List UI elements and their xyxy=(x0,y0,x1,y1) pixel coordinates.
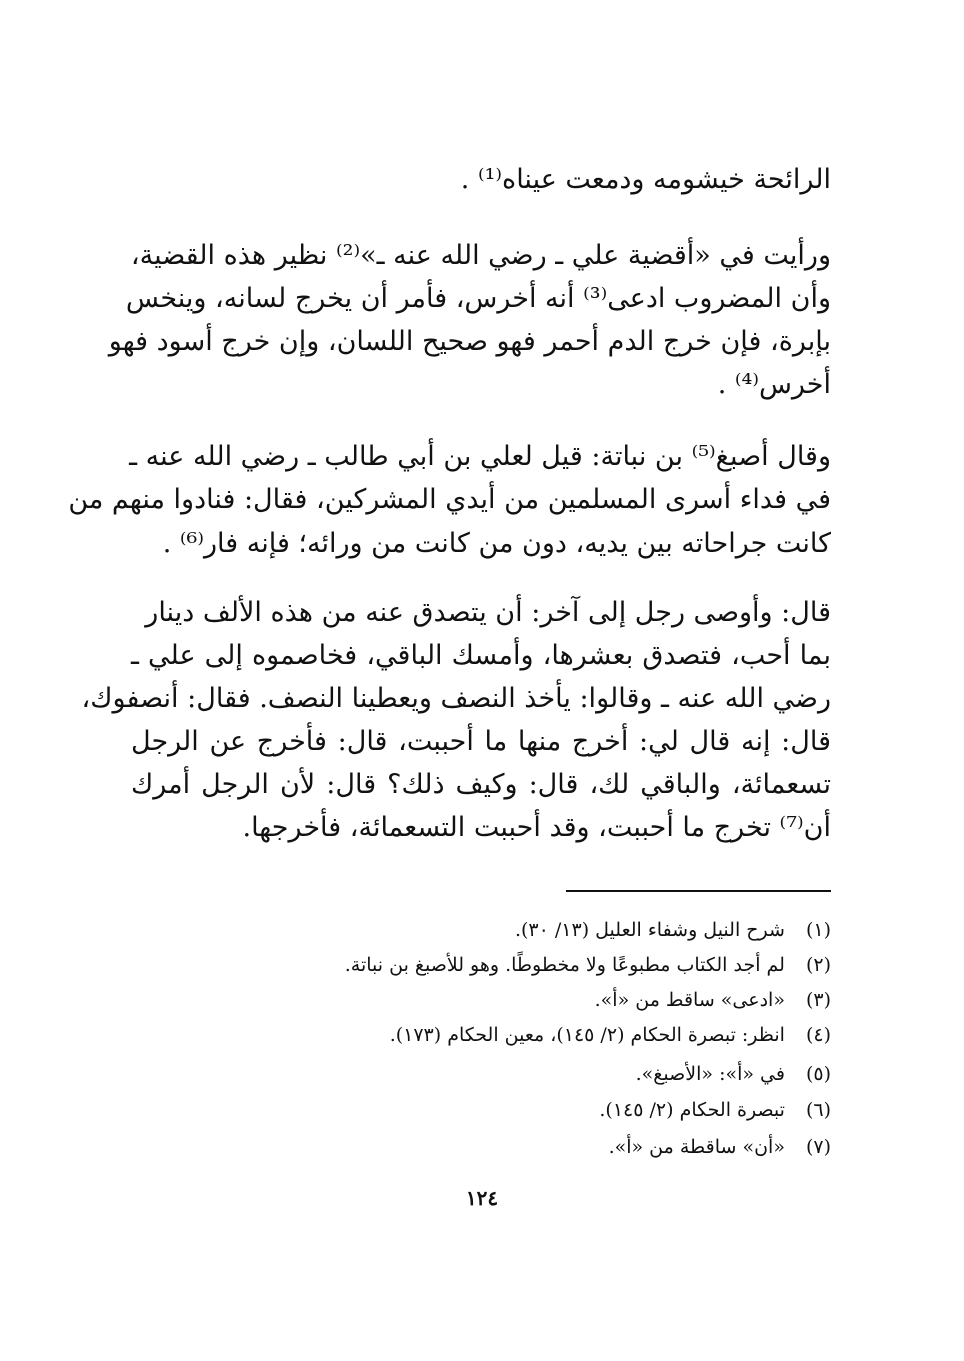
body-line: بما أحب، فتصدق بعشرها، وأمسك الباقي، فخاصموه إلى علي ـ xyxy=(131,640,831,671)
body-line: بإبرة، فإن خرج الدم أحمر فهو صحيح اللسان، وإن خرج أسود فهو xyxy=(108,326,831,357)
body-line: أخرس⁽⁴⁾ . xyxy=(717,369,831,400)
footnote-text: «أن» ساقطة من «أ». xyxy=(608,1136,785,1158)
footnote xyxy=(131,1021,831,1049)
footnote-number: (٥) xyxy=(805,1063,831,1085)
footnote-number: (١) xyxy=(805,919,831,941)
body-line: رضي الله عنه ـ وقالوا: يأخذ النصف ويعطينا النصف. فقال: أنصفوك، xyxy=(81,683,831,714)
body-line: أن⁽⁷⁾ تخرج ما أحببت، وقد أحببت التسعمائة، فأخرجها. xyxy=(242,812,831,843)
body-line: في فداء أسرى المسلمين من أيدي المشركين، فقال: فنادوا منهم من xyxy=(68,484,831,515)
footnote xyxy=(131,1133,831,1161)
body-line: كانت جراحاته بين يديه، دون من كانت من ورائه؛ فإنه فار⁽⁶⁾ . xyxy=(162,528,831,559)
footnote xyxy=(131,951,831,979)
footnote-number: (٢) xyxy=(805,954,831,976)
body-line: الرائحة خيشومه ودمعت عيناه⁽¹⁾ . xyxy=(460,164,831,195)
footnote xyxy=(131,1060,831,1088)
body-line: وأن المضروب ادعى⁽³⁾ أنه أخرس، فأمر أن يخرج لسانه، وينخس xyxy=(125,283,831,314)
body-line: قال: وأوصى رجل إلى آخر: أن يتصدق عنه من هذه الألف دينار xyxy=(145,597,831,628)
footnote-number: (٤) xyxy=(805,1024,831,1046)
body-line: وقال أصبغ⁽⁵⁾ بن نباتة: قيل لعلي بن أبي طالب ـ رضي الله عنه ـ xyxy=(129,441,831,472)
footnote-separator xyxy=(566,890,831,892)
footnote xyxy=(131,986,831,1014)
footnote-text: لم أجد الكتاب مطبوعًا ولا مخطوطًا. وهو للأصبغ بن نباتة. xyxy=(344,954,785,976)
footnote-text: «ادعى» ساقط من «أ». xyxy=(594,989,785,1011)
footnote-number: (٣) xyxy=(805,989,831,1011)
body-line: قال: إنه قال لي: أخرج منها ما أحببت، قال: فأخرج عن الرجل xyxy=(131,726,831,757)
footnote-number: (٦) xyxy=(805,1099,831,1121)
page-number: ١٢٤ xyxy=(465,1186,499,1210)
footnote xyxy=(131,1096,831,1124)
footnote-text: انظر: تبصرة الحكام (٢/ ١٤٥)، معين الحكام (١٧٣). xyxy=(389,1024,785,1046)
footnote-number: (٧) xyxy=(805,1136,831,1158)
body-line: ورأيت في «أقضية علي ـ رضي الله عنه ـ»⁽²⁾ نظير هذه القضية، xyxy=(130,240,831,271)
body-line: تسعمائة، والباقي لك، قال: وكيف ذلك؟ قال: لأن الرجل أمرك xyxy=(131,769,831,800)
footnote xyxy=(131,916,831,944)
footnote-text: في «أ»: «الأصبغ». xyxy=(635,1063,785,1085)
footnote-text: شرح النيل وشفاء العليل (١٣/ ٣٠). xyxy=(514,919,785,941)
footnote-text: تبصرة الحكام (٢/ ١٤٥). xyxy=(599,1099,785,1121)
